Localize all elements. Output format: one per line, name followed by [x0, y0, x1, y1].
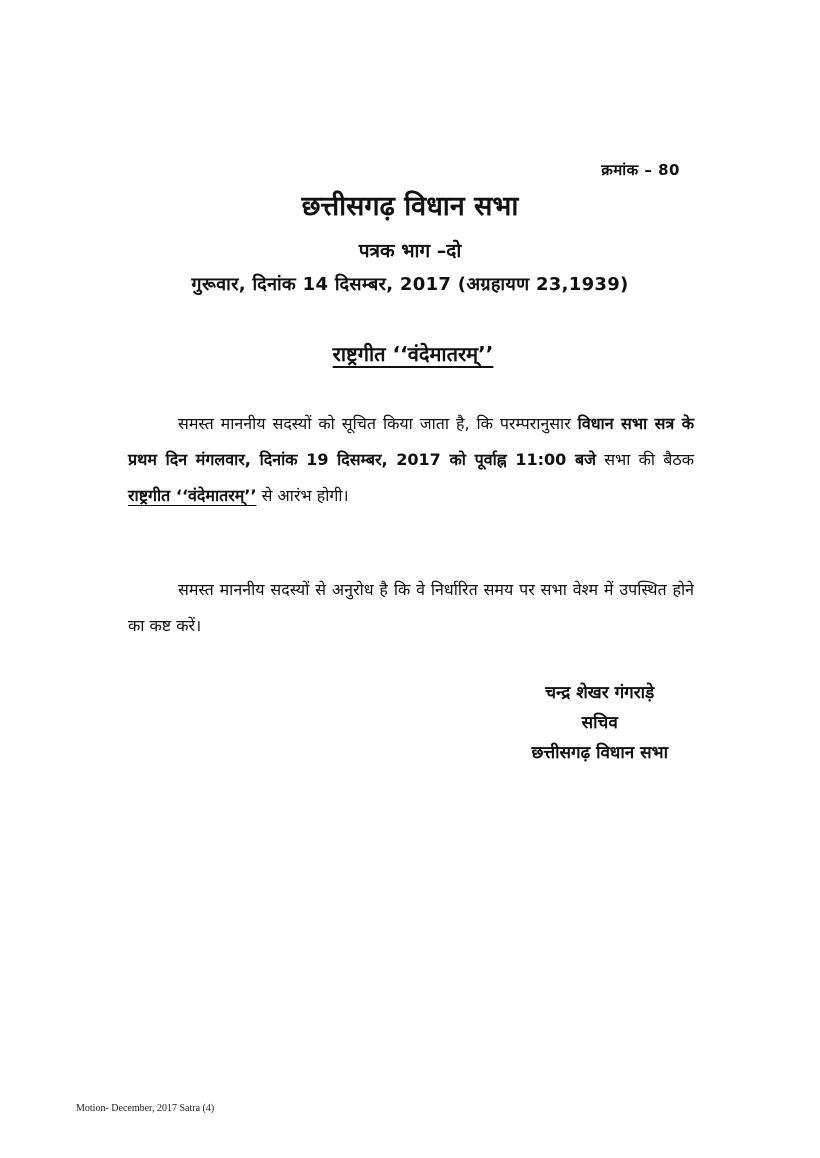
notice-paragraph-1: [128, 406, 694, 514]
signatory-office: छत्तीसगढ़ विधान सभा: [531, 743, 668, 763]
document-title: छत्तीसगढ़ विधान सभा: [301, 191, 519, 222]
notice-paragraph-2: [128, 572, 694, 644]
footer-reference: Motion- December, 2017 Satra (4): [76, 1103, 215, 1114]
para1-text-a: समस्त माननीय सदस्यों को सूचित किया जाता है, कि परम्परानुसार: [178, 414, 578, 433]
para1-text-d: से आरंभ होगी।: [256, 486, 349, 505]
anthem-heading: [0, 340, 820, 367]
serial-number: क्रमांक – 80: [601, 161, 680, 179]
date-line: गुरूवार, दिनांक 14 दिसम्बर, 2017 (अग्रहायण 23,1939): [191, 274, 629, 295]
para1-emphasis: राष्ट्रगीत ‘‘वंदेमातरम्’’: [128, 486, 257, 505]
signature-block: [531, 678, 668, 768]
document-subtitle: पत्रक भाग –दो: [358, 240, 462, 262]
para1-text-b: विधान सभा सत्र के प्रथम दिन मंगलवार, दिनांक 19 दिसम्बर, 2017 को पूर्वाह्न 11:00 बजे: [128, 414, 694, 469]
signatory-name: चन्द्र शेखर गंगराड़े: [545, 683, 655, 703]
para2-text: समस्त माननीय सदस्यों से अनुरोध है कि वे निर्धारित समय पर सभा वेश्म में उपस्थित होने का कष्ट करें।: [128, 580, 694, 635]
anthem-heading-text: राष्ट्रगीत ‘‘वंदेमातरम्’’: [332, 342, 494, 366]
para1-text-c: सभा की बैठक: [596, 450, 694, 469]
signatory-designation: सचिव: [581, 713, 618, 733]
